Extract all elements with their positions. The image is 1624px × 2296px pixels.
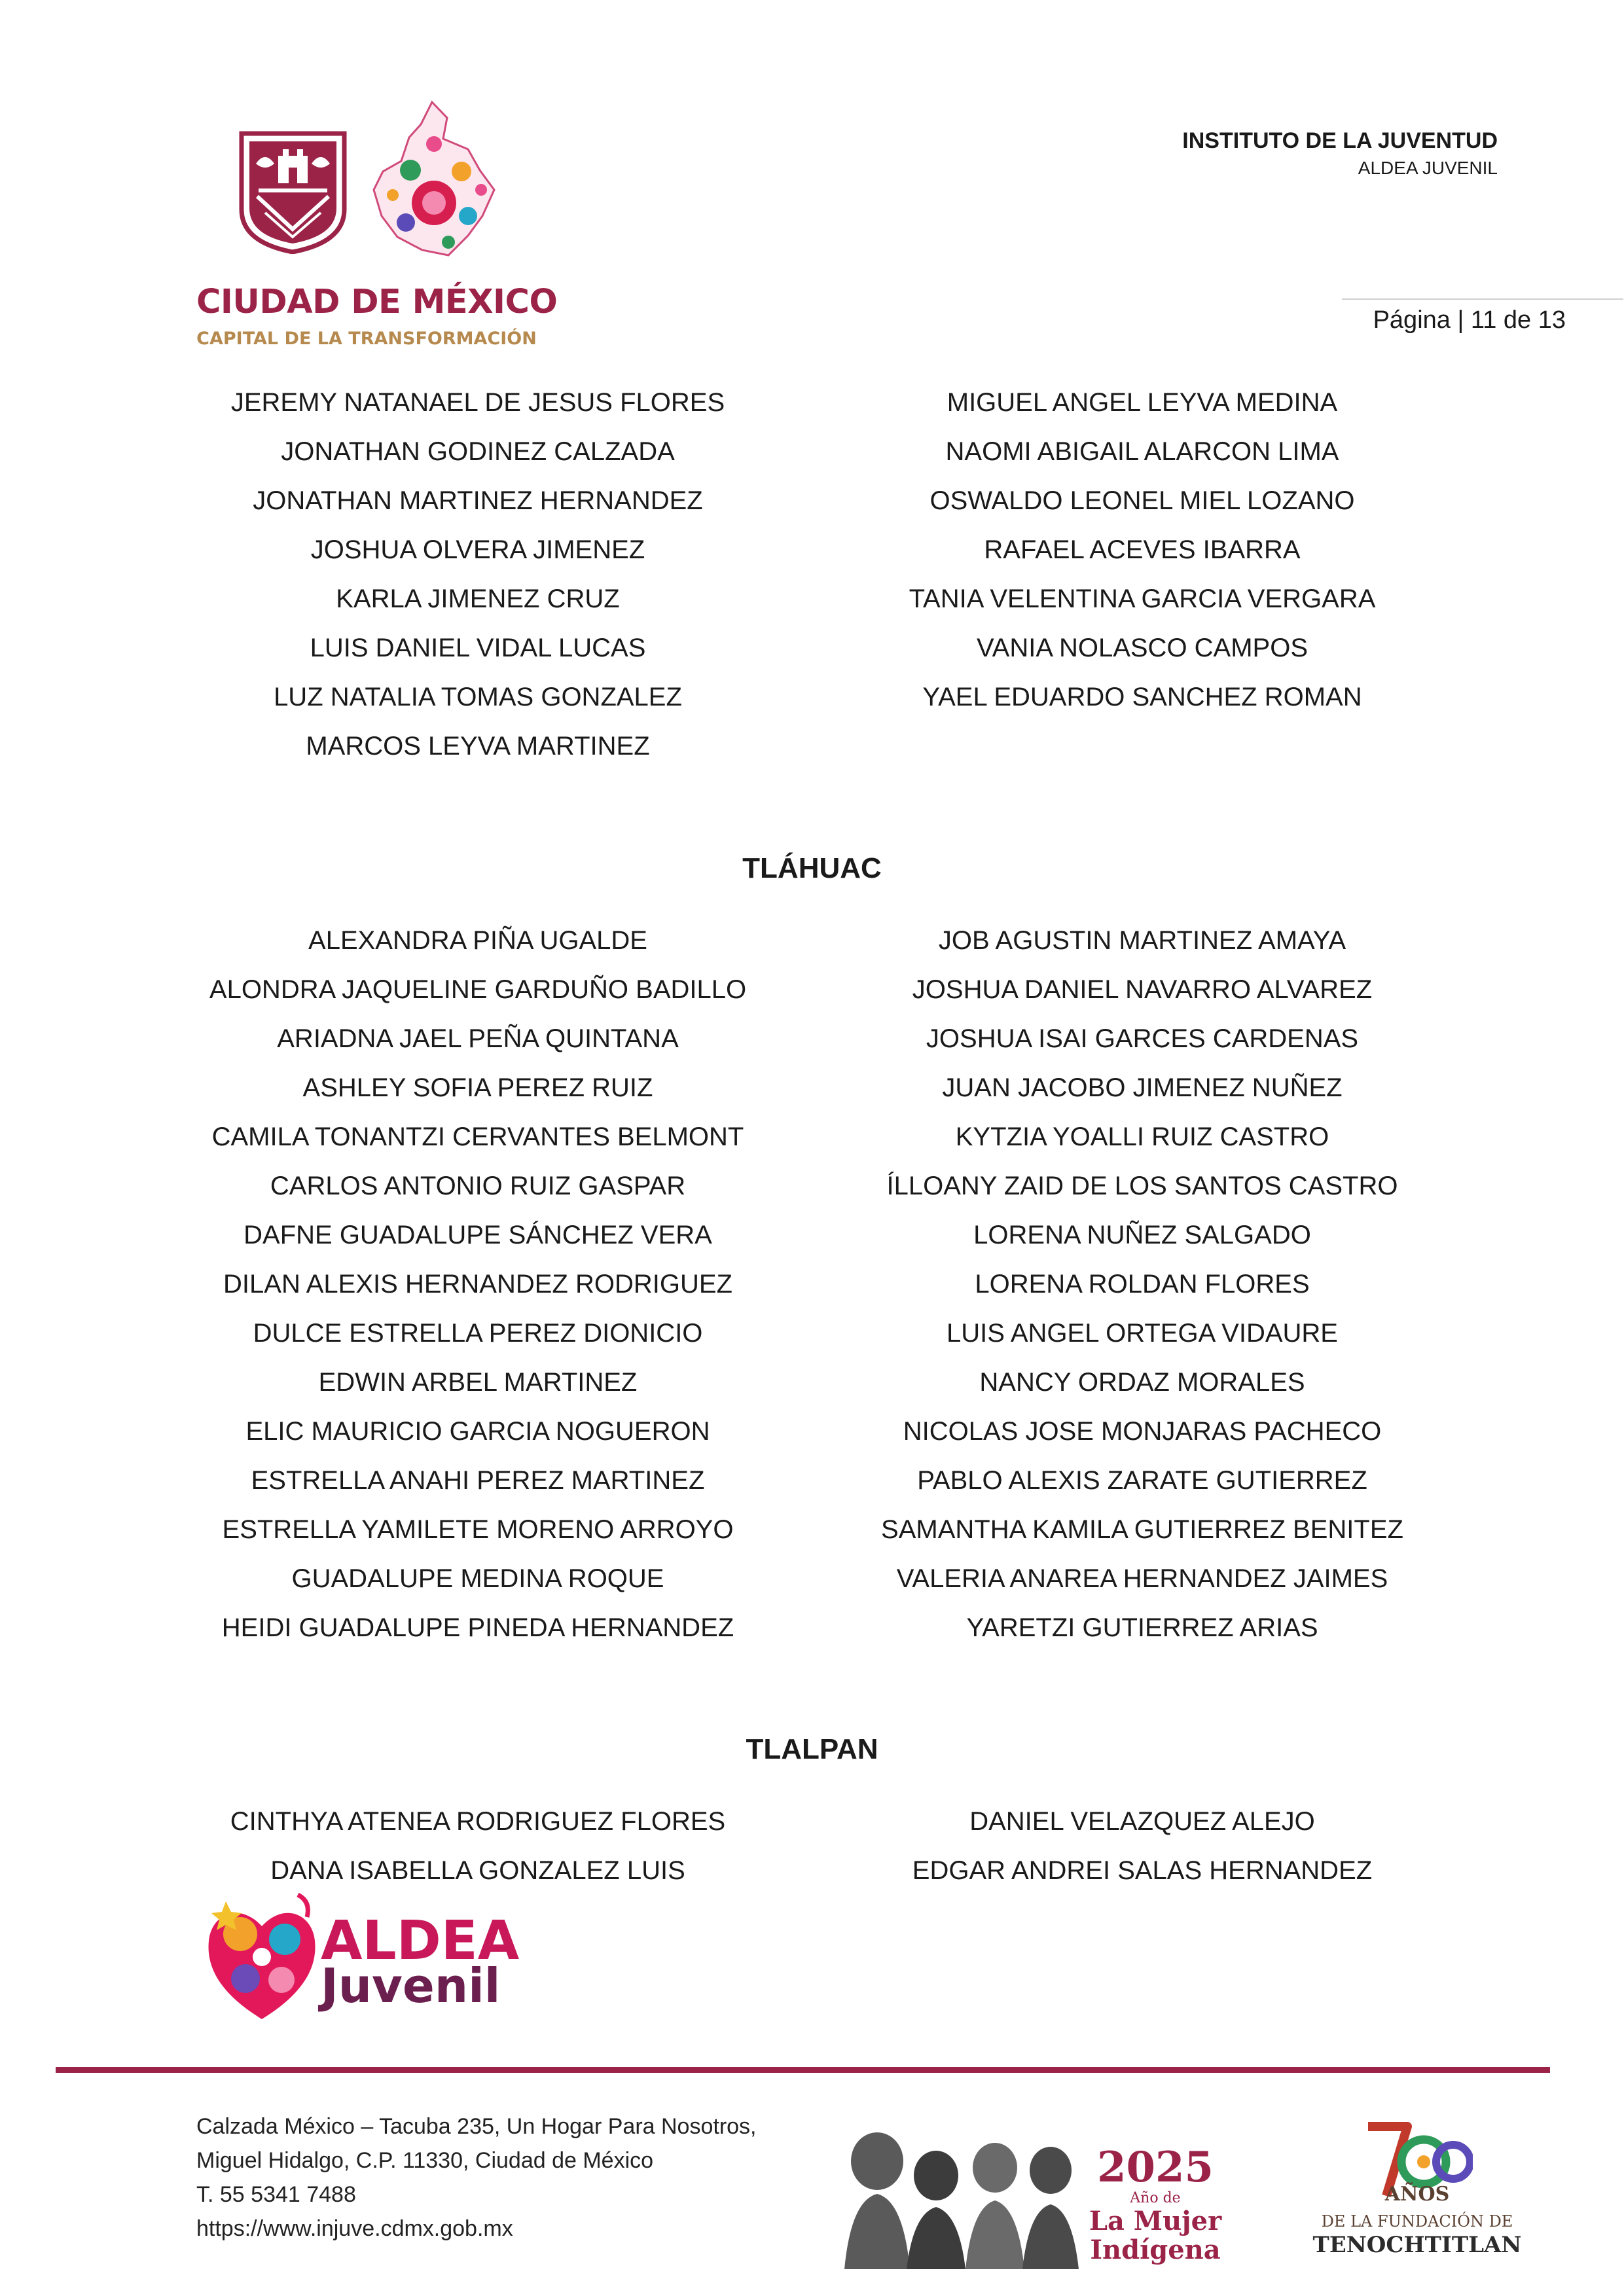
list-item: PABLO ALEXIS ZARATE GUTIERREZ: [917, 1466, 1367, 1495]
list-item: RAFAEL ACEVES IBARRA: [984, 535, 1301, 564]
list-item: JONATHAN MARTINEZ HERNANDEZ: [253, 486, 703, 515]
list-item: HEIDI GUADALUPE PINEDA HERNANDEZ: [221, 1613, 734, 1642]
list-item: ALEXANDRA PIÑA UGALDE: [308, 926, 647, 955]
list-item: LORENA NUÑEZ SALGADO: [973, 1221, 1311, 1249]
list-item: JUAN JACOBO JIMENEZ NUÑEZ: [942, 1073, 1343, 1102]
list-item: ALONDRA JAQUELINE GARDUÑO BADILLO: [209, 975, 747, 1004]
list-item: ESTRELLA ANAHI PEREZ MARTINEZ: [251, 1466, 705, 1495]
program-name: ALDEA JUVENIL: [1358, 158, 1498, 178]
list-item: SAMANTHA KAMILA GUTIERREZ BENITEZ: [881, 1515, 1403, 1544]
aldea-heart-icon: [200, 1888, 324, 2026]
section-title-tlalpan: TLALPAN: [746, 1733, 878, 1765]
list-item: JOSHUA OLVERA JIMENEZ: [310, 535, 645, 564]
aldea-logo-word1: ALDEA: [321, 1910, 520, 1972]
list-item: OSWALDO LEONEL MIEL LOZANO: [929, 486, 1355, 515]
aldea-logo-word2: Juvenil: [321, 1958, 501, 2013]
list-item: YAEL EDUARDO SANCHEZ ROMAN: [922, 683, 1362, 711]
list-item: CINTHYA ATENEA RODRIGUEZ FLORES: [230, 1807, 726, 1836]
list-item: EDGAR ANDREI SALAS HERNANDEZ: [912, 1856, 1373, 1885]
list-item: CAMILA TONANTZI CERVANTES BELMONT: [211, 1122, 744, 1151]
list-item: LORENA ROLDAN FLORES: [975, 1270, 1310, 1299]
continued-list-left: [164, 378, 792, 771]
list-item: DANIEL VELAZQUEZ ALEJO: [969, 1807, 1315, 1836]
list-item: EDWIN ARBEL MARTINEZ: [318, 1368, 638, 1397]
list-item: MARCOS LEYVA MARTINEZ: [306, 732, 650, 761]
list-item: CARLOS ANTONIO RUIZ GASPAR: [270, 1172, 686, 1200]
list-item: LUIS DANIEL VIDAL LUCAS: [310, 634, 646, 662]
cdmx-logo-subtitle: CAPITAL DE LA TRANSFORMACIÓN: [196, 329, 537, 349]
year-badge-number: 2025: [1096, 2143, 1214, 2192]
list-item: LUIS ANGEL ORTEGA VIDAURE: [947, 1319, 1338, 1348]
page-number: Página | 11 de 13: [1373, 306, 1566, 334]
list-item: GUADALUPE MEDINA ROQUE: [291, 1564, 664, 1593]
list-item: VANIA NOLASCO CAMPOS: [976, 634, 1308, 662]
list-item: DILAN ALEXIS HERNANDEZ RODRIGUEZ: [223, 1270, 732, 1299]
footer-address-line2: Miguel Hidalgo, C.P. 11330, Ciudad de México: [196, 2148, 654, 2173]
list-item: DANA ISABELLA GONZALEZ LUIS: [270, 1856, 685, 1885]
list-item: NANCY ORDAZ MORALES: [979, 1368, 1305, 1397]
tlahuac-list-left: [164, 916, 792, 1653]
list-item: JOB AGUSTIN MARTINEZ AMAYA: [938, 926, 1346, 955]
anniversary-line2: DE LA FUNDACIÓN DE: [1321, 2212, 1513, 2231]
footer-phone: T. 55 5341 7488: [196, 2182, 356, 2207]
tlalpan-list-left: [164, 1797, 792, 1895]
list-item: ESTRELLA YAMILETE MORENO ARROYO: [222, 1515, 734, 1544]
year-badge-line3: Indígena: [1090, 2234, 1221, 2265]
list-item: VALERIA ANAREA HERNANDEZ JAIMES: [896, 1564, 1388, 1593]
list-item: ARIADNA JAEL PEÑA QUINTANA: [277, 1024, 679, 1053]
list-item: KYTZIA YOALLI RUIZ CASTRO: [955, 1122, 1329, 1151]
tlahuac-list-right: [828, 916, 1456, 1653]
list-item: NAOMI ABIGAIL ALARCON LIMA: [945, 437, 1339, 466]
list-item: MIGUEL ANGEL LEYVA MEDINA: [947, 388, 1338, 417]
list-item: DAFNE GUADALUPE SÁNCHEZ VERA: [244, 1221, 712, 1249]
list-item: ASHLEY SOFIA PEREZ RUIZ: [302, 1073, 653, 1102]
footer-url[interactable]: https://www.injuve.cdmx.gob.mx: [196, 2216, 513, 2241]
indigenous-women-photo: [838, 2115, 1093, 2269]
footer-divider: [56, 2067, 1550, 2073]
institution-name: INSTITUTO DE LA JUVENTUD: [1182, 128, 1498, 153]
list-item: ÍLLOANY ZAID DE LOS SANTOS CASTRO: [886, 1172, 1398, 1200]
list-item: LUZ NATALIA TOMAS GONZALEZ: [274, 683, 682, 711]
year-badge-small: Año de: [1130, 2190, 1181, 2206]
list-item: NICOLAS JOSE MONJARAS PACHECO: [903, 1417, 1382, 1446]
floral-map-icon: [370, 98, 497, 262]
continued-list-right: [828, 378, 1456, 722]
footer-address-line1: Calzada México – Tacuba 235, Un Hogar Para Nosotros,: [196, 2114, 757, 2139]
list-item: TANIA VELENTINA GARCIA VERGARA: [909, 584, 1376, 613]
list-item: JONATHAN GODINEZ CALZADA: [281, 437, 675, 466]
tlalpan-list-right: [828, 1797, 1456, 1895]
list-item: ELIC MAURICIO GARCIA NOGUERON: [245, 1417, 710, 1446]
list-item: KARLA JIMENEZ CRUZ: [336, 584, 620, 613]
cdmx-shield-icon: [239, 131, 347, 254]
cdmx-logo-title: CIUDAD DE MÉXICO: [196, 283, 558, 321]
anniversary-line1: AÑOS: [1384, 2183, 1450, 2206]
list-item: JOSHUA ISAI GARCES CARDENAS: [926, 1024, 1359, 1053]
anniversary-line3: TENOCHTITLAN: [1312, 2232, 1522, 2258]
list-item: YARETZI GUTIERREZ ARIAS: [966, 1613, 1318, 1642]
section-title-tlahuac: TLÁHUAC: [742, 852, 882, 884]
page-number-divider: [1342, 298, 1623, 300]
list-item: DULCE ESTRELLA PEREZ DIONICIO: [253, 1319, 703, 1348]
list-item: JOSHUA DANIEL NAVARRO ALVAREZ: [912, 975, 1373, 1004]
year-badge-line2: La Mujer: [1089, 2206, 1222, 2236]
list-item: JEREMY NATANAEL DE JESUS FLORES: [230, 388, 725, 417]
